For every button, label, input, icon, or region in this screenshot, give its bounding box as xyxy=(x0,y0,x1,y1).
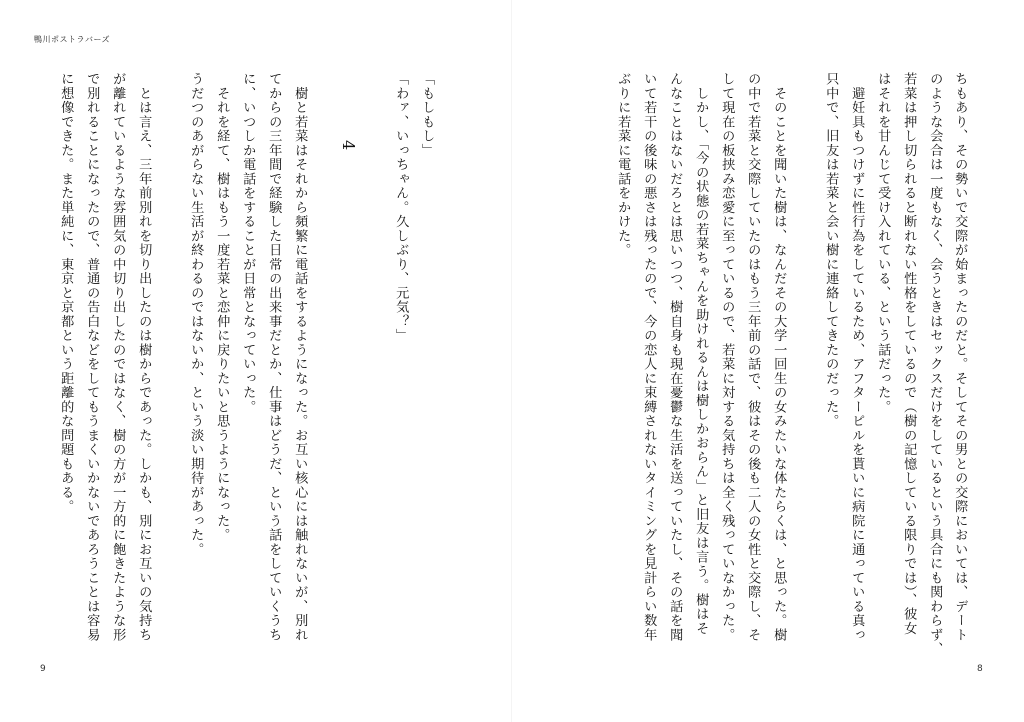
chapter-number: 4 xyxy=(339,140,358,151)
text-line: 避妊具もつけずに性行為をしているため、アフターピルを貰いに病院に通っている真っ xyxy=(849,72,865,642)
text-line: ちもあり、その勢いで交際が始まったのだと。そしてその男との交際においては、デート xyxy=(952,72,968,642)
text-line: 只中で、旧友は若菜と会い樹に連絡してきたのだった。 xyxy=(823,72,839,429)
text-line: うだつのあがらない生活が終わるのではないか、という淡い期待があった。 xyxy=(188,72,204,557)
page-number-left: 9 xyxy=(40,664,46,674)
text-line: で別れることになったので、普通の告白などをしてもうまくいかないであろうことは容易 xyxy=(84,72,100,642)
text-line: てからの三年間で経験した日常の出来事だとか、仕事はどうだ、という話をしていくうち xyxy=(266,72,282,642)
page-number-right: 8 xyxy=(977,664,983,674)
page-gutter xyxy=(511,0,512,722)
text-line: 樹と若菜はそれから頻繁に電話をするようになった。お互い核心には触れないが、別れ xyxy=(292,72,308,642)
text-line: して現在の板挟み恋愛に至っているので、若菜に対する気持ちは全く残っていなかった。 xyxy=(719,72,735,642)
text-line: に、いつしか電話をすることが日常となっていった。 xyxy=(240,72,256,414)
text-line: それを経て、樹はもう一度若菜と恋仲に戻りたいと思うようになった。 xyxy=(214,72,230,543)
running-title: 鴨川ポストラバーズ xyxy=(34,35,111,44)
dialogue-line: 「わァ、いっちゃん。久しぶり、元気？」 xyxy=(393,72,409,343)
text-line: とは言え、三年前別れを切り出したのは樹からであった。しかも、別にお互いの気持ち xyxy=(136,72,152,642)
text-line: の中で若菜と交際していたのはもう三年前の話で、彼はその後も二人の女性と交際し、そ xyxy=(745,72,761,642)
text-line: が離れているような雰囲気の中切り出したのではなく、樹の方が一方的に飽きたような形 xyxy=(110,72,126,642)
text-line: しかし、「今の状態の若菜ちゃんを助けれるんは樹しかおらん」と旧友は言う。樹はそ xyxy=(693,72,709,636)
text-line: はそれを甘んじて受け入れている、という話だった。 xyxy=(875,72,891,414)
text-line: に想像できた。また単純に、東京と京都という距離的な問題もある。 xyxy=(58,72,74,514)
text-line: そのことを聞いた樹は、なんだその大学一回生の女みたいな体たらくは、と思った。樹 xyxy=(771,72,787,642)
text-line: のような会合は一度もなく、会うときはセックスだけをしているという具合にも関わらず、 xyxy=(927,72,943,657)
text-line: ぶりに若菜に電話をかけた。 xyxy=(615,72,631,258)
dialogue-line: 「もしもし」 xyxy=(419,72,435,158)
text-line: 若菜は押し切られると断れない性格をしているので（樹の記憶している限りでは）、彼女 xyxy=(901,72,917,636)
text-line: んなことはないだろとは思いつつ、樹自身も現在憂鬱な生活を送っていたし、その話を聞 xyxy=(667,72,683,642)
text-line: いて若干の後味の悪さは残ったので、今の恋人に束縛されないタイミングを見計らい数年 xyxy=(641,72,657,642)
